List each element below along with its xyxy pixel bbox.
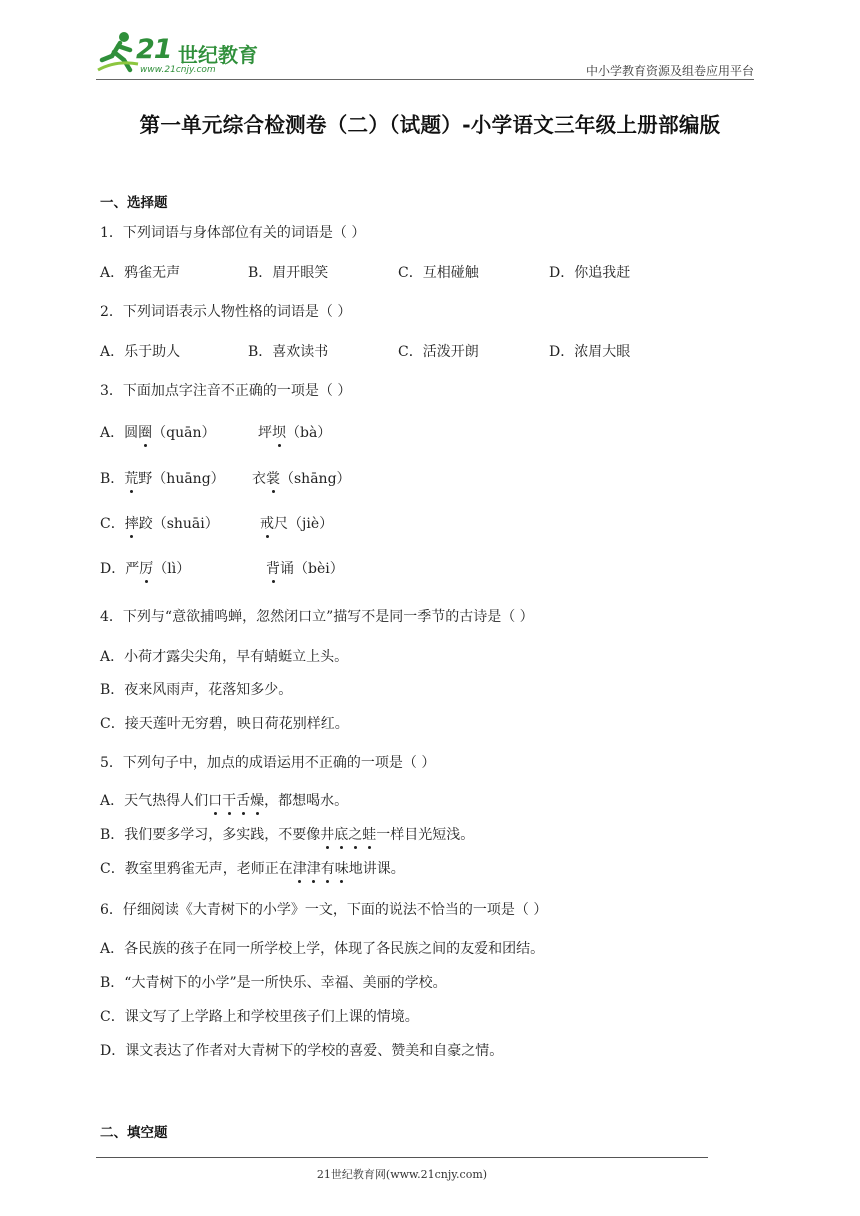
option: D．课文表达了作者对大青树下的学校的喜爱、赞美和自豪之情。 <box>100 1043 504 1059</box>
option <box>266 560 344 578</box>
option <box>100 515 219 533</box>
option-text: B．我们要多学习，多实践，不要像 <box>100 827 321 843</box>
dotted-char: 口 <box>208 793 223 809</box>
logo-name: 世纪教育 <box>178 43 258 67</box>
runner-logo-icon <box>96 30 140 74</box>
option-label: A． <box>100 425 125 441</box>
option <box>100 826 474 844</box>
platform-tagline: 中小学教育资源及组卷应用平台 <box>585 64 754 78</box>
word-char: 圆 <box>124 425 139 441</box>
option: A．乐于助人 <box>100 344 181 360</box>
option <box>260 515 333 533</box>
option: C．课文写了上学路上和学校里孩子们上课的情境。 <box>100 1009 419 1025</box>
word-char: 衣 <box>252 471 266 487</box>
option: D．浓眉大眼 <box>549 344 631 360</box>
option <box>100 424 215 442</box>
pinyin: （quān） <box>152 425 216 441</box>
option-label: B． <box>100 471 125 487</box>
question-stem: 4．下列与“意欲捕鸣蝉，忽然闭口立”描写不是同一季节的古诗是（ ） <box>100 609 534 625</box>
dotted-char: 厉 <box>139 561 154 577</box>
dotted-char: 圈 <box>138 425 153 441</box>
option-text: C．教室里鸦雀无声，老师正在 <box>100 861 293 877</box>
option-text: 地讲课。 <box>348 861 405 877</box>
footer-text: 21世纪教育网(www.21cnjy.com) <box>316 1168 488 1181</box>
option: D．你追我赶 <box>549 265 631 281</box>
option <box>100 470 225 488</box>
dotted-char: 荒 <box>124 471 139 487</box>
option <box>252 470 351 488</box>
logo-url: www.21cnjy.com <box>140 65 216 75</box>
option-text: ，都想喝水。 <box>264 793 349 809</box>
option: B．夜来风雨声，花落知多少。 <box>100 682 293 698</box>
section-title: 二、填空题 <box>100 1125 168 1141</box>
question-stem: 6．仔细阅读《大青树下的小学》一文，下面的说法不恰当的一项是（ ） <box>100 902 548 918</box>
dotted-char: 裳 <box>266 471 280 487</box>
site-logo <box>96 30 256 78</box>
dotted-char: 蛙 <box>362 827 377 843</box>
option: B．喜欢读书 <box>248 344 329 360</box>
footer-divider <box>96 1157 708 1158</box>
dotted-char: 有 <box>320 861 335 877</box>
pinyin: 尺（jiè） <box>274 516 334 532</box>
option: C．活泼开朗 <box>398 344 479 360</box>
dotted-char: 津 <box>306 861 321 877</box>
option <box>100 860 405 878</box>
section-title: 一、选择题 <box>100 195 168 211</box>
dotted-char: 舌 <box>236 793 251 809</box>
option: C．互相碰触 <box>398 265 479 281</box>
option-label: D． <box>100 561 126 577</box>
option: B．“大青树下的小学”是一所快乐、幸福、美丽的学校。 <box>100 975 447 991</box>
header-divider <box>96 79 754 80</box>
option-label: C． <box>100 516 125 532</box>
dotted-char: 之 <box>348 827 363 843</box>
option: A．鸦雀无声 <box>100 265 181 281</box>
option-text: 一样目光短浅。 <box>376 827 475 843</box>
option: C．接天莲叶无穷碧，映日荷花别样红。 <box>100 716 349 732</box>
dotted-char: 底 <box>334 827 349 843</box>
question-stem: 3．下面加点字注音不正确的一项是（ ） <box>100 383 352 399</box>
dotted-char: 燥 <box>250 793 265 809</box>
dotted-char: 摔 <box>124 516 139 532</box>
logo-number: 21 <box>136 34 172 65</box>
dotted-char: 坝 <box>272 425 286 441</box>
word-char: 坪 <box>258 425 272 441</box>
option <box>100 792 348 810</box>
pinyin: （lì） <box>153 561 191 577</box>
option <box>258 424 331 442</box>
pinyin: 跤（shuāi） <box>138 516 219 532</box>
dotted-char: 干 <box>222 793 237 809</box>
pinyin: （shāng） <box>280 471 351 487</box>
option-text: A．天气热得人们 <box>100 793 209 809</box>
dotted-char: 味 <box>334 861 349 877</box>
question-stem: 2．下列词语表示人物性格的词语是（ ） <box>100 304 352 320</box>
pinyin: 野（huāng） <box>138 471 225 487</box>
option <box>100 560 190 578</box>
dotted-char: 津 <box>292 861 307 877</box>
page-title: 第一单元综合检测卷（二）（试题）-小学语文三年级上册部编版 <box>139 113 721 137</box>
pinyin: （bà） <box>286 425 332 441</box>
option: A．各民族的孩子在同一所学校上学，体现了各民族之间的友爱和团结。 <box>100 941 545 957</box>
pinyin: 诵（bèi） <box>280 561 344 577</box>
dotted-char: 井 <box>320 827 335 843</box>
dotted-char: 戒 <box>260 516 274 532</box>
option: B．眉开眼笑 <box>248 265 329 281</box>
dotted-char: 背 <box>266 561 280 577</box>
question-stem: 1．下列词语与身体部位有关的词语是（ ） <box>100 225 366 241</box>
word-char: 严 <box>125 561 140 577</box>
question-stem: 5．下列句子中，加点的成语运用不正确的一项是（ ） <box>100 755 436 771</box>
option: A．小荷才露尖尖角，早有蜻蜓立上头。 <box>100 649 349 665</box>
